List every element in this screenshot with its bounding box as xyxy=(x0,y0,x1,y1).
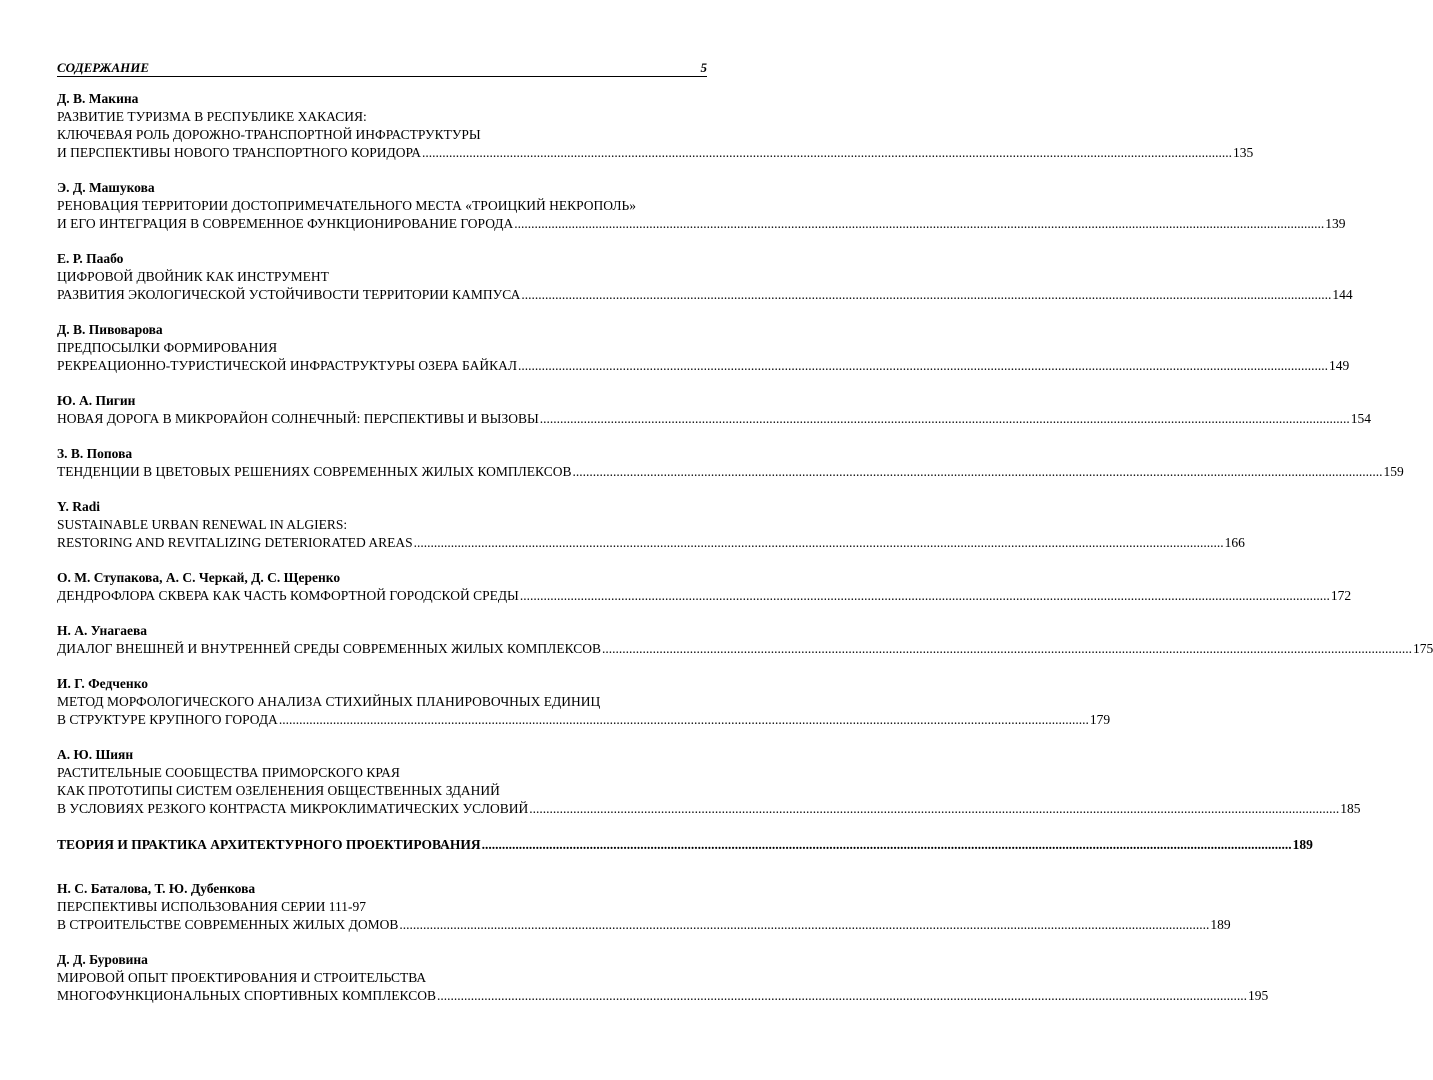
entry-title-line: И ПЕРСПЕКТИВЫ НОВОГО ТРАНСПОРТНОГО КОРИДОРА xyxy=(57,145,421,160)
toc-entry[interactable] xyxy=(57,179,1346,233)
entry-title-line: МНОГОФУНКЦИОНАЛЬНЫХ СПОРТИВНЫХ КОМПЛЕКСОВ xyxy=(57,988,436,1003)
toc-entry[interactable] xyxy=(57,498,1245,552)
toc-entry[interactable] xyxy=(57,880,1231,934)
leader-dots xyxy=(520,587,1330,605)
entry-last-line xyxy=(57,534,1245,552)
toc-entry[interactable] xyxy=(57,321,1350,375)
entry-page-number: 154 xyxy=(1350,411,1371,426)
toc-group-2 xyxy=(57,880,1269,1005)
entry-title-line: РЕНОВАЦИЯ ТЕРРИТОРИИ ДОСТОПРИМЕЧАТЕЛЬНОГО МЕСТА «ТРОИЦКИЙ НЕКРОПОЛЬ» xyxy=(57,198,636,213)
entry-page-number: 149 xyxy=(1329,358,1350,373)
entry-authors: Y. Radi xyxy=(57,499,101,514)
entry-last-line xyxy=(57,215,1346,233)
toc-entry[interactable] xyxy=(57,951,1269,1005)
entry-authors: Д. В. Макина xyxy=(57,91,139,106)
toc-entry[interactable] xyxy=(57,622,1433,658)
entry-title-line: В СТРУКТУРЕ КРУПНОГО ГОРОДА xyxy=(57,712,278,727)
entry-last-line xyxy=(57,286,1353,304)
leader-dots xyxy=(279,711,1089,729)
entry-page-number: 135 xyxy=(1233,145,1254,160)
entry-authors: Н. С. Баталова, Т. Ю. Дубенкова xyxy=(57,881,256,896)
entry-title-line: ДИАЛОГ ВНЕШНЕЙ И ВНУТРЕННЕЙ СРЕДЫ СОВРЕМЕННЫХ ЖИЛЫХ КОМПЛЕКСОВ xyxy=(57,641,602,656)
entry-page-number: 139 xyxy=(1325,216,1346,231)
toc-entry[interactable] xyxy=(57,392,1371,428)
entry-page-number: 159 xyxy=(1383,464,1404,479)
entry-authors: З. В. Попова xyxy=(57,446,133,461)
entry-last-line xyxy=(57,800,1361,818)
entry-page-number: 172 xyxy=(1330,588,1352,603)
entry-page-number: 179 xyxy=(1089,712,1111,727)
section-page: 189 xyxy=(1292,837,1313,852)
entry-authors: Н. А. Унагаева xyxy=(57,623,147,638)
header-page-number: 5 xyxy=(700,60,707,75)
entry-title-line: НОВАЯ ДОРОГА В МИКРОРАЙОН СОЛНЕЧНЫЙ: ПЕРСПЕКТИВЫ И ВЫЗОВЫ xyxy=(57,411,539,426)
entry-authors: Е. Р. Паабо xyxy=(57,251,124,266)
entry-page-number: 195 xyxy=(1247,988,1269,1003)
entry-title-line: МЕТОД МОРФОЛОГИЧЕСКОГО АНАЛИЗА СТИХИЙНЫХ ПЛАНИРОВОЧНЫХ ЕДИНИЦ xyxy=(57,694,601,709)
entry-title-line: МИРОВОЙ ОПЫТ ПРОЕКТИРОВАНИЯ И СТРОИТЕЛЬСТВА xyxy=(57,970,427,985)
entry-title-line: ТЕНДЕНЦИИ В ЦВЕТОВЫХ РЕШЕНИЯХ СОВРЕМЕННЫХ ЖИЛЫХ КОМПЛЕКСОВ xyxy=(57,464,572,479)
entry-title-line: И ЕГО ИНТЕГРАЦИЯ В СОВРЕМЕННОЕ ФУНКЦИОНИРОВАНИЕ ГОРОДА xyxy=(57,216,514,231)
entry-last-line xyxy=(57,410,1371,428)
entry-title-line: РАЗВИТИЯ ЭКОЛОГИЧЕСКОЙ УСТОЙЧИВОСТИ ТЕРРИТОРИИ КАМПУСА xyxy=(57,287,521,302)
section-title: ТЕОРИЯ И ПРАКТИКА АРХИТЕКТУРНОГО ПРОЕКТИРОВАНИЯ xyxy=(57,837,481,852)
toc-section-heading[interactable] xyxy=(57,836,1313,854)
leader-dots xyxy=(572,463,1382,481)
entry-title-line: ДЕНДРОФЛОРА СКВЕРА КАК ЧАСТЬ КОМФОРТНОЙ ГОРОДСКОЙ СРЕДЫ xyxy=(57,588,519,603)
toc-group-1 xyxy=(57,90,1433,818)
entry-authors: Д. В. Пивоварова xyxy=(57,322,163,337)
toc-entry[interactable] xyxy=(57,445,1404,481)
toc-entry[interactable] xyxy=(57,250,1353,304)
entry-title-line: В УСЛОВИЯХ РЕЗКОГО КОНТРАСТА МИКРОКЛИМАТИЧЕСКИХ УСЛОВИЙ xyxy=(57,801,529,816)
leader-dots xyxy=(399,916,1209,934)
entry-last-line xyxy=(57,987,1269,1005)
leader-dots xyxy=(518,357,1328,375)
leader-dots xyxy=(521,286,1331,304)
leader-dots xyxy=(602,640,1412,658)
entry-title-line: SUSTAINABLE URBAN RENEWAL IN ALGIERS: xyxy=(57,517,348,532)
toc-entry[interactable] xyxy=(57,90,1254,162)
entry-title-line: КЛЮЧЕВАЯ РОЛЬ ДОРОЖНО-ТРАНСПОРТНОЙ ИНФРАСТРУКТУРЫ xyxy=(57,127,481,142)
toc-entry[interactable] xyxy=(57,746,1361,818)
toc-entry[interactable] xyxy=(57,569,1352,605)
entry-page-number: 144 xyxy=(1332,287,1353,302)
entry-title-line: RESTORING AND REVITALIZING DETERIORATED AREAS xyxy=(57,535,413,550)
entry-authors: Д. Д. Буровина xyxy=(57,952,148,967)
leader-dots xyxy=(437,987,1247,1005)
entry-last-line xyxy=(57,640,1433,658)
leader-dots xyxy=(540,410,1350,428)
entry-last-line xyxy=(57,916,1231,934)
entry-last-line xyxy=(57,587,1352,605)
entry-last-line xyxy=(57,463,1404,481)
entry-title-line: КАК ПРОТОТИПЫ СИСТЕМ ОЗЕЛЕНЕНИЯ ОБЩЕСТВЕННЫХ ЗДАНИЙ xyxy=(57,783,500,798)
entry-page-number: 166 xyxy=(1224,535,1245,550)
entry-last-line xyxy=(57,357,1350,375)
running-header xyxy=(57,58,707,77)
entry-authors: И. Г. Федченко xyxy=(57,676,149,691)
entry-title-line: РЕКРЕАЦИОННО-ТУРИСТИЧЕСКОЙ ИНФРАСТРУКТУРЫ ОЗЕРА БАЙКАЛ xyxy=(57,358,517,373)
entry-page-number: 189 xyxy=(1210,917,1231,932)
entry-last-line xyxy=(57,144,1254,162)
leader-dots xyxy=(529,800,1339,818)
entry-title-line: ПЕРСПЕКТИВЫ ИСПОЛЬЗОВАНИЯ СЕРИИ 111-97 xyxy=(57,899,366,914)
entry-page-number: 175 xyxy=(1413,641,1433,656)
entry-title-line: ПРЕДПОСЫЛКИ ФОРМИРОВАНИЯ xyxy=(57,340,278,355)
leader-dots xyxy=(482,836,1292,854)
entry-authors: Э. Д. Машукова xyxy=(57,180,155,195)
leader-dots xyxy=(414,534,1224,552)
entry-authors: А. Ю. Шиян xyxy=(57,747,134,762)
entry-title-line: ЦИФРОВОЙ ДВОЙНИК КАК ИНСТРУМЕНТ xyxy=(57,269,329,284)
entry-page-number: 185 xyxy=(1340,801,1361,816)
entry-authors: О. М. Ступакова, А. С. Черкай, Д. С. Щеренко xyxy=(57,570,341,585)
leader-dots xyxy=(422,144,1232,162)
entry-last-line xyxy=(57,711,1111,729)
header-title: СОДЕРЖАНИЕ xyxy=(57,60,150,75)
entry-title-line: В СТРОИТЕЛЬСТВЕ СОВРЕМЕННЫХ ЖИЛЫХ ДОМОВ xyxy=(57,917,399,932)
entry-authors: Ю. А. Пигин xyxy=(57,393,136,408)
entry-title-line: РАСТИТЕЛЬНЫЕ СООБЩЕСТВА ПРИМОРСКОГО КРАЯ xyxy=(57,765,400,780)
table-of-contents xyxy=(57,90,1433,1022)
toc-entry[interactable] xyxy=(57,675,1111,729)
leader-dots xyxy=(514,215,1324,233)
entry-title-line: РАЗВИТИЕ ТУРИЗМА В РЕСПУБЛИКЕ ХАКАСИЯ: xyxy=(57,109,367,124)
